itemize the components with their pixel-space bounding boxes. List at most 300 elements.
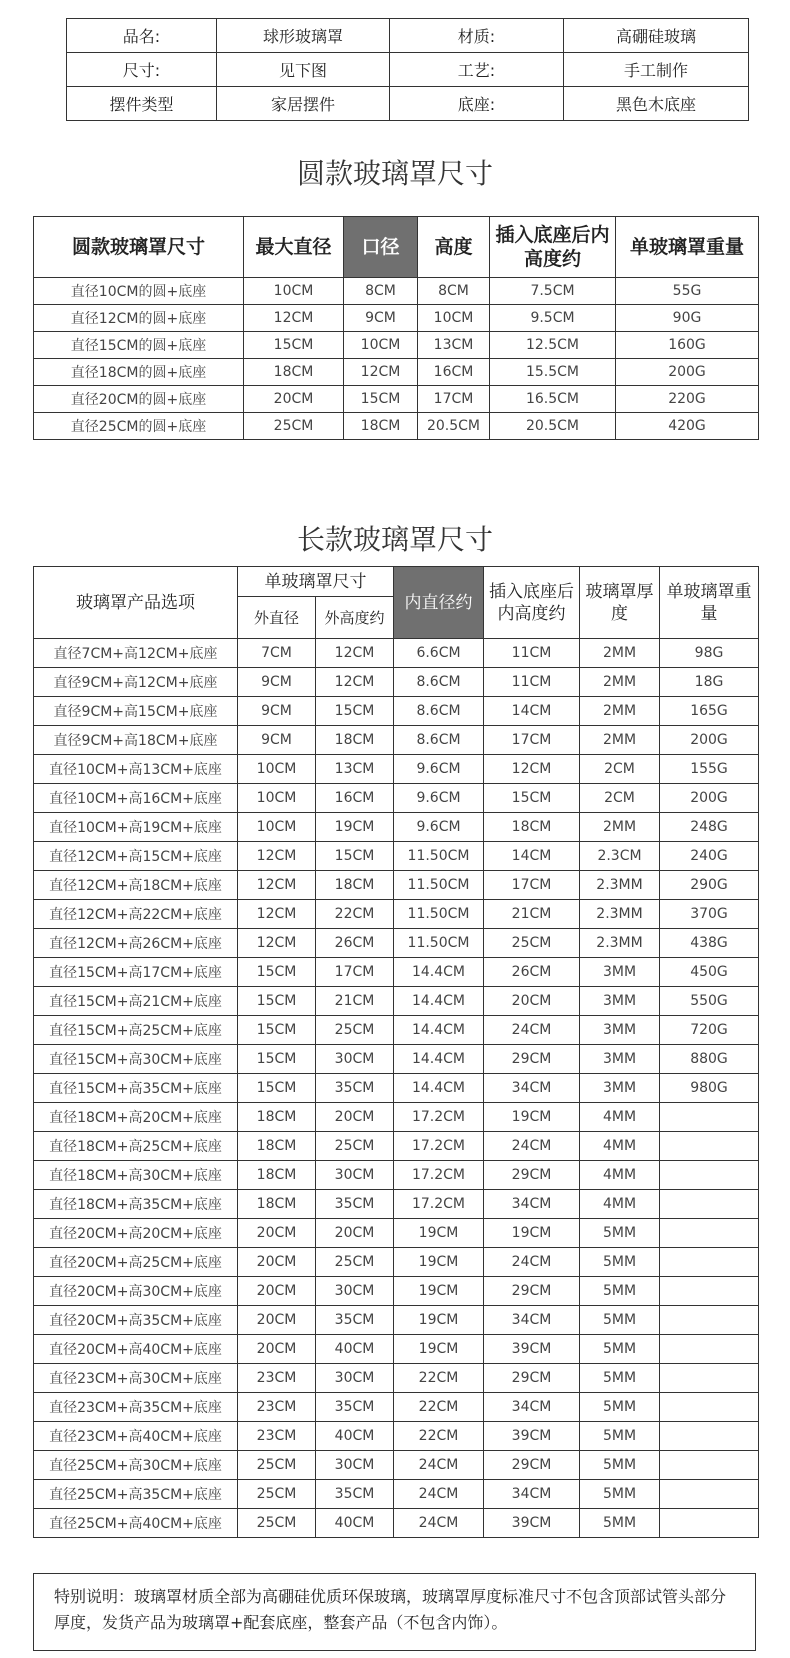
long-table-row-cell: 直径15CM+高35CM+底座 (34, 1074, 238, 1103)
round-header-inner-height: 插入底座后内高度约 (490, 217, 616, 278)
long-table-row-cell: 5MM (580, 1451, 660, 1480)
round-table-row-cell: 10CM (344, 332, 418, 359)
round-table-row (34, 332, 759, 359)
long-header-single-size: 单玻璃罩尺寸 (238, 567, 394, 597)
long-table-row-cell: 23CM (238, 1364, 316, 1393)
long-table-row-cell: 直径9CM+高15CM+底座 (34, 697, 238, 726)
long-table-row (34, 842, 759, 871)
long-table-row-cell: 35CM (316, 1306, 394, 1335)
long-table-row-cell: 9.6CM (394, 755, 484, 784)
long-table-row-cell: 直径20CM+高35CM+底座 (34, 1306, 238, 1335)
long-table-row-cell: 10CM (238, 813, 316, 842)
long-table-row-cell: 34CM (484, 1190, 580, 1219)
long-table-row-cell: 11.50CM (394, 871, 484, 900)
long-table-row (34, 1132, 759, 1161)
round-table-row-cell: 7.5CM (490, 278, 616, 305)
round-header-opening: 口径 (344, 217, 418, 278)
round-table-row-cell: 18CM (244, 359, 344, 386)
round-table-row-cell: 12.5CM (490, 332, 616, 359)
long-table-row-cell: 14.4CM (394, 1045, 484, 1074)
long-table-row-cell (660, 1451, 759, 1480)
round-table-row-cell: 9CM (344, 305, 418, 332)
long-table-row-cell: 10CM (238, 755, 316, 784)
long-table-row-cell: 直径10CM+高13CM+底座 (34, 755, 238, 784)
round-section-title: 圆款玻璃罩尺寸 (296, 157, 493, 190)
long-table-row-cell: 2.3MM (580, 929, 660, 958)
long-table-row-cell: 29CM (484, 1161, 580, 1190)
long-table-row-cell: 7CM (238, 639, 316, 668)
long-table-row-cell: 18CM (238, 1132, 316, 1161)
long-table-row-cell (660, 1132, 759, 1161)
long-table-row (34, 1451, 759, 1480)
round-table-row-cell: 55G (616, 278, 759, 305)
long-table-row-cell (660, 1190, 759, 1219)
long-table-row-cell: 3MM (580, 1045, 660, 1074)
long-table-row-cell: 5MM (580, 1422, 660, 1451)
long-table-row-cell: 5MM (580, 1335, 660, 1364)
long-table-row (34, 668, 759, 697)
long-table-row-cell: 17.2CM (394, 1103, 484, 1132)
long-table-row-cell: 19CM (394, 1335, 484, 1364)
long-table-row-cell: 22CM (316, 900, 394, 929)
long-table-row-cell: 20CM (484, 987, 580, 1016)
round-table-row-cell: 420G (616, 413, 759, 440)
long-table-row-cell: 34CM (484, 1074, 580, 1103)
long-table-row-cell: 直径9CM+高18CM+底座 (34, 726, 238, 755)
long-table-row-cell: 15CM (316, 842, 394, 871)
long-header-weight: 单玻璃罩重量 (660, 567, 759, 639)
long-table-row-cell: 4MM (580, 1103, 660, 1132)
long-table-row-cell: 15CM (238, 987, 316, 1016)
long-table-row-cell: 29CM (484, 1451, 580, 1480)
long-table-row-cell (660, 1103, 759, 1132)
long-table-row-cell: 438G (660, 929, 759, 958)
long-table-row-cell: 直径12CM+高22CM+底座 (34, 900, 238, 929)
long-header-outer-diameter: 外直径 (238, 597, 316, 639)
long-table-row-cell: 11.50CM (394, 842, 484, 871)
info-row-cell: 家居摆件 (217, 87, 390, 121)
long-header-inner-height: 插入底座后内高度约 (484, 567, 580, 639)
long-table-row-cell: 15CM (238, 958, 316, 987)
long-table-row-cell: 19CM (484, 1219, 580, 1248)
long-table-row-cell: 29CM (484, 1364, 580, 1393)
long-table-row-cell: 直径20CM+高20CM+底座 (34, 1219, 238, 1248)
round-table-row-cell: 16CM (418, 359, 490, 386)
long-table-row (34, 1045, 759, 1074)
round-table-row-cell: 20.5CM (490, 413, 616, 440)
long-table-row (34, 697, 759, 726)
long-table-row-cell: 5MM (580, 1219, 660, 1248)
long-table-row-cell: 25CM (316, 1132, 394, 1161)
long-table-row-cell: 29CM (484, 1277, 580, 1306)
long-table-row-cell: 20CM (238, 1277, 316, 1306)
long-table-row-cell: 18CM (238, 1190, 316, 1219)
long-table-row-cell (660, 1161, 759, 1190)
long-table-row-cell: 直径23CM+高40CM+底座 (34, 1422, 238, 1451)
long-table-row-cell: 20CM (238, 1219, 316, 1248)
round-table-row (34, 386, 759, 413)
long-table-row-cell: 2MM (580, 697, 660, 726)
long-table-row-cell: 21CM (316, 987, 394, 1016)
long-table-row (34, 1335, 759, 1364)
round-table-row-cell: 直径12CM的圆+底座 (34, 305, 244, 332)
long-table-row-cell: 19CM (394, 1277, 484, 1306)
long-table-row-cell: 直径20CM+高25CM+底座 (34, 1248, 238, 1277)
long-table-row-cell: 30CM (316, 1161, 394, 1190)
long-table-row-cell: 24CM (484, 1248, 580, 1277)
long-table-row-cell: 19CM (484, 1103, 580, 1132)
round-header-height: 高度 (418, 217, 490, 278)
long-table-row-cell: 34CM (484, 1393, 580, 1422)
round-table-row (34, 359, 759, 386)
long-table-row (34, 929, 759, 958)
info-row (67, 19, 749, 53)
long-table-row-cell: 24CM (394, 1480, 484, 1509)
long-table-row-cell: 4MM (580, 1190, 660, 1219)
round-table-row-cell: 8CM (418, 278, 490, 305)
long-table-row (34, 1364, 759, 1393)
long-table-row (34, 1422, 759, 1451)
long-table-row-cell: 98G (660, 639, 759, 668)
long-table-row-cell: 13CM (316, 755, 394, 784)
long-table-row-cell (660, 1480, 759, 1509)
long-table-row-cell: 2MM (580, 726, 660, 755)
long-table-row-cell: 直径15CM+高21CM+底座 (34, 987, 238, 1016)
round-table-row-cell: 20CM (244, 386, 344, 413)
long-table-row-cell: 22CM (394, 1393, 484, 1422)
round-table-row-cell: 直径15CM的圆+底座 (34, 332, 244, 359)
long-table-row-cell: 14.4CM (394, 958, 484, 987)
round-table-row-cell: 直径10CM的圆+底座 (34, 278, 244, 305)
long-table-row-cell: 2.3CM (580, 842, 660, 871)
long-table-row-cell: 15CM (238, 1074, 316, 1103)
info-row-cell: 摆件类型 (67, 87, 217, 121)
round-table-row-cell: 17CM (418, 386, 490, 413)
long-table-row-cell: 25CM (316, 1248, 394, 1277)
product-info-table (66, 18, 749, 121)
long-table-row-cell: 12CM (484, 755, 580, 784)
long-table-row-cell: 18CM (238, 1161, 316, 1190)
long-table-row-cell: 30CM (316, 1451, 394, 1480)
long-table-row-cell: 720G (660, 1016, 759, 1045)
long-table-row-cell: 14CM (484, 697, 580, 726)
long-table-row-cell: 25CM (238, 1451, 316, 1480)
long-table-row (34, 726, 759, 755)
long-table-row-cell: 9CM (238, 726, 316, 755)
long-section-title: 长款玻璃罩尺寸 (296, 523, 493, 556)
long-table-row-cell: 16CM (316, 784, 394, 813)
long-table-row-cell: 11.50CM (394, 900, 484, 929)
long-table-row-cell: 39CM (484, 1422, 580, 1451)
long-table-row-cell: 880G (660, 1045, 759, 1074)
long-table-row-cell: 290G (660, 871, 759, 900)
info-row (67, 87, 749, 121)
long-table-row-cell: 2MM (580, 813, 660, 842)
long-table-row (34, 639, 759, 668)
long-table-row-cell: 248G (660, 813, 759, 842)
long-table-row-cell: 直径10CM+高19CM+底座 (34, 813, 238, 842)
long-table-row-cell: 直径12CM+高15CM+底座 (34, 842, 238, 871)
long-table-row-cell: 直径12CM+高26CM+底座 (34, 929, 238, 958)
long-table-row-cell: 2.3MM (580, 900, 660, 929)
long-table-row-cell: 15CM (316, 697, 394, 726)
long-table-row-cell: 19CM (394, 1306, 484, 1335)
long-table-row-cell: 5MM (580, 1509, 660, 1538)
long-table-row-cell: 2MM (580, 668, 660, 697)
long-table-row-cell: 18CM (316, 871, 394, 900)
long-table-row-cell: 14.4CM (394, 987, 484, 1016)
long-table-row-cell: 25CM (238, 1509, 316, 1538)
long-table-row (34, 1277, 759, 1306)
long-table-row-cell: 5MM (580, 1480, 660, 1509)
long-table-row-cell: 直径15CM+高25CM+底座 (34, 1016, 238, 1045)
long-table-row-cell (660, 1393, 759, 1422)
long-table-row-cell: 15CM (238, 1045, 316, 1074)
long-table-row (34, 813, 759, 842)
long-table-row-cell: 22CM (394, 1422, 484, 1451)
long-table-row-cell: 9CM (238, 697, 316, 726)
round-table-row-cell: 90G (616, 305, 759, 332)
long-table-row-cell (660, 1422, 759, 1451)
long-table-row (34, 987, 759, 1016)
long-table-row-cell: 39CM (484, 1509, 580, 1538)
long-table-row-cell: 直径18CM+高30CM+底座 (34, 1161, 238, 1190)
long-table-row-cell: 8.6CM (394, 668, 484, 697)
long-table-row-cell: 9.6CM (394, 813, 484, 842)
long-table-row-cell (660, 1335, 759, 1364)
round-table-row (34, 278, 759, 305)
long-table-row-cell: 450G (660, 958, 759, 987)
long-table-row-cell: 2CM (580, 784, 660, 813)
long-table-row (34, 1509, 759, 1538)
long-table-row-cell: 直径23CM+高30CM+底座 (34, 1364, 238, 1393)
long-table-row-cell: 20CM (316, 1103, 394, 1132)
info-row-cell: 尺寸: (67, 53, 217, 87)
long-table-row-cell: 24CM (394, 1451, 484, 1480)
long-table-row-cell: 35CM (316, 1074, 394, 1103)
long-table-row-cell (660, 1306, 759, 1335)
round-table-row-cell: 12CM (344, 359, 418, 386)
round-table-row-cell: 13CM (418, 332, 490, 359)
long-table-row-cell: 直径12CM+高18CM+底座 (34, 871, 238, 900)
long-table-row (34, 1161, 759, 1190)
long-table-row-cell: 直径15CM+高17CM+底座 (34, 958, 238, 987)
round-table-row-cell: 20.5CM (418, 413, 490, 440)
round-table-row-cell: 直径20CM的圆+底座 (34, 386, 244, 413)
long-table-row-cell: 155G (660, 755, 759, 784)
long-table-row-cell: 24CM (394, 1509, 484, 1538)
long-table-row-cell: 30CM (316, 1277, 394, 1306)
long-table-row-cell: 12CM (238, 900, 316, 929)
long-table-row-cell: 5MM (580, 1248, 660, 1277)
long-table-row-cell: 14.4CM (394, 1074, 484, 1103)
long-size-table (33, 566, 759, 1538)
long-table-row-cell: 240G (660, 842, 759, 871)
long-header-thickness: 玻璃罩厚度 (580, 567, 660, 639)
long-table-row-cell: 8.6CM (394, 726, 484, 755)
long-table-row-cell: 20CM (316, 1219, 394, 1248)
long-table-row-cell: 200G (660, 784, 759, 813)
long-table-row-cell: 34CM (484, 1306, 580, 1335)
long-table-row-cell: 3MM (580, 1016, 660, 1045)
info-row-cell: 手工制作 (564, 53, 749, 87)
long-table-row (34, 755, 759, 784)
long-table-row-cell: 直径25CM+高30CM+底座 (34, 1451, 238, 1480)
long-header-product: 玻璃罩产品选项 (34, 567, 238, 639)
round-table-row (34, 413, 759, 440)
long-table-row-cell: 4MM (580, 1161, 660, 1190)
long-table-row-cell: 3MM (580, 958, 660, 987)
long-table-row-cell: 30CM (316, 1045, 394, 1074)
info-row-cell: 底座: (390, 87, 564, 121)
long-table-row-cell: 3MM (580, 1074, 660, 1103)
long-table-row-cell: 20CM (238, 1306, 316, 1335)
long-table-row-cell: 200G (660, 726, 759, 755)
long-table-row-cell: 2MM (580, 639, 660, 668)
long-table-row (34, 1219, 759, 1248)
round-size-table (33, 216, 759, 440)
long-table-row-cell: 18G (660, 668, 759, 697)
long-table-row-cell: 8.6CM (394, 697, 484, 726)
round-table-row-cell: 200G (616, 359, 759, 386)
long-table-row-cell: 14.4CM (394, 1016, 484, 1045)
long-table-row-cell: 直径18CM+高20CM+底座 (34, 1103, 238, 1132)
long-table-row-cell (660, 1364, 759, 1393)
long-table-row-cell: 14CM (484, 842, 580, 871)
long-table-row-cell: 15CM (484, 784, 580, 813)
info-row-cell: 见下图 (217, 53, 390, 87)
round-table-row-cell: 15CM (244, 332, 344, 359)
long-table-row-cell: 直径25CM+高40CM+底座 (34, 1509, 238, 1538)
long-table-row-cell: 直径7CM+高12CM+底座 (34, 639, 238, 668)
long-table-row (34, 784, 759, 813)
long-table-row-cell: 3MM (580, 987, 660, 1016)
long-table-row (34, 871, 759, 900)
long-table-row-cell: 5MM (580, 1277, 660, 1306)
long-table-row-cell: 25CM (238, 1480, 316, 1509)
round-table-row-cell: 220G (616, 386, 759, 413)
long-table-row-cell: 直径25CM+高35CM+底座 (34, 1480, 238, 1509)
long-table-row-cell: 直径23CM+高35CM+底座 (34, 1393, 238, 1422)
long-table-row-cell: 550G (660, 987, 759, 1016)
round-table-row-cell: 直径18CM的圆+底座 (34, 359, 244, 386)
long-table-row-cell: 12CM (316, 639, 394, 668)
long-table-row-cell: 9.6CM (394, 784, 484, 813)
long-table-row-cell: 6.6CM (394, 639, 484, 668)
long-table-row-cell: 23CM (238, 1422, 316, 1451)
long-table-row-cell (660, 1509, 759, 1538)
long-table-row-cell: 2.3MM (580, 871, 660, 900)
long-table-row-cell: 35CM (316, 1480, 394, 1509)
long-table-row-cell: 24CM (484, 1132, 580, 1161)
round-table-row-cell: 12CM (244, 305, 344, 332)
long-table-row-cell: 直径20CM+高40CM+底座 (34, 1335, 238, 1364)
long-table-row-cell: 直径9CM+高12CM+底座 (34, 668, 238, 697)
round-header-max-diameter: 最大直径 (244, 217, 344, 278)
round-table-row-cell: 9.5CM (490, 305, 616, 332)
long-table-row (34, 1393, 759, 1422)
long-table-row-cell: 10CM (238, 784, 316, 813)
long-table-row-cell: 直径18CM+高35CM+底座 (34, 1190, 238, 1219)
long-table-row-cell (660, 1277, 759, 1306)
long-table-row-cell: 40CM (316, 1509, 394, 1538)
long-table-row (34, 1016, 759, 1045)
long-table-row (34, 1190, 759, 1219)
long-table-row-cell: 34CM (484, 1480, 580, 1509)
long-table-row-cell: 4MM (580, 1132, 660, 1161)
long-table-row-cell: 26CM (316, 929, 394, 958)
long-table-row-cell: 11CM (484, 668, 580, 697)
round-header-name: 圆款玻璃罩尺寸 (34, 217, 244, 278)
long-table-row-cell: 30CM (316, 1364, 394, 1393)
round-table-row-cell: 15CM (344, 386, 418, 413)
round-table-row-cell: 8CM (344, 278, 418, 305)
long-table-row-cell: 18CM (238, 1103, 316, 1132)
long-table-row-cell: 12CM (316, 668, 394, 697)
long-table-row-cell: 20CM (238, 1248, 316, 1277)
round-table-row-cell: 10CM (244, 278, 344, 305)
long-table-row-cell: 24CM (484, 1016, 580, 1045)
long-header-outer-height: 外高度约 (316, 597, 394, 639)
long-table-row-cell: 直径15CM+高30CM+底座 (34, 1045, 238, 1074)
long-table-row-cell: 25CM (484, 929, 580, 958)
long-table-row-cell: 19CM (394, 1219, 484, 1248)
long-table-row (34, 1074, 759, 1103)
long-table-row-cell: 17CM (316, 958, 394, 987)
info-row-cell: 球形玻璃罩 (217, 19, 390, 53)
round-table-row-cell: 10CM (418, 305, 490, 332)
long-table-row (34, 1480, 759, 1509)
long-table-row-cell: 11CM (484, 639, 580, 668)
round-table-row-cell: 15.5CM (490, 359, 616, 386)
long-table-row (34, 958, 759, 987)
long-table-row-cell: 19CM (316, 813, 394, 842)
long-table-row-cell: 直径20CM+高30CM+底座 (34, 1277, 238, 1306)
long-table-row-cell: 15CM (238, 1016, 316, 1045)
long-table-row (34, 1103, 759, 1132)
round-table-row-cell: 160G (616, 332, 759, 359)
long-table-row-cell: 40CM (316, 1335, 394, 1364)
long-table-row-cell: 18CM (484, 813, 580, 842)
long-table-row-cell: 21CM (484, 900, 580, 929)
long-table-row-cell (660, 1248, 759, 1277)
long-table-row-cell: 2CM (580, 755, 660, 784)
long-table-row-cell: 17CM (484, 726, 580, 755)
round-header-weight: 单玻璃罩重量 (616, 217, 759, 278)
info-row-cell: 工艺: (390, 53, 564, 87)
long-table-row-cell: 17CM (484, 871, 580, 900)
long-table-row-cell: 17.2CM (394, 1190, 484, 1219)
long-table-row-cell: 980G (660, 1074, 759, 1103)
long-table-row-cell: 17.2CM (394, 1161, 484, 1190)
round-table-row-cell: 25CM (244, 413, 344, 440)
round-table-row-cell: 18CM (344, 413, 418, 440)
long-table-row-cell: 直径18CM+高25CM+底座 (34, 1132, 238, 1161)
long-table-row-cell: 5MM (580, 1364, 660, 1393)
info-row-cell: 品名: (67, 19, 217, 53)
long-table-row-cell: 39CM (484, 1335, 580, 1364)
special-note: 特别说明：玻璃罩材质全部为高硼硅优质环保玻璃，玻璃罩厚度标准尺寸不包含顶部试管头部分厚度，发货产品为玻璃罩+配套底座，整套产品（不包含内饰）。 (33, 1573, 756, 1651)
long-table-row-cell: 26CM (484, 958, 580, 987)
info-row-cell: 黑色木底座 (564, 87, 749, 121)
long-table-row-cell (660, 1219, 759, 1248)
long-table-row (34, 900, 759, 929)
round-table-row (34, 305, 759, 332)
long-table-row-cell: 23CM (238, 1393, 316, 1422)
info-row-cell: 材质: (390, 19, 564, 53)
long-table-row-cell: 35CM (316, 1393, 394, 1422)
long-table-row (34, 1248, 759, 1277)
